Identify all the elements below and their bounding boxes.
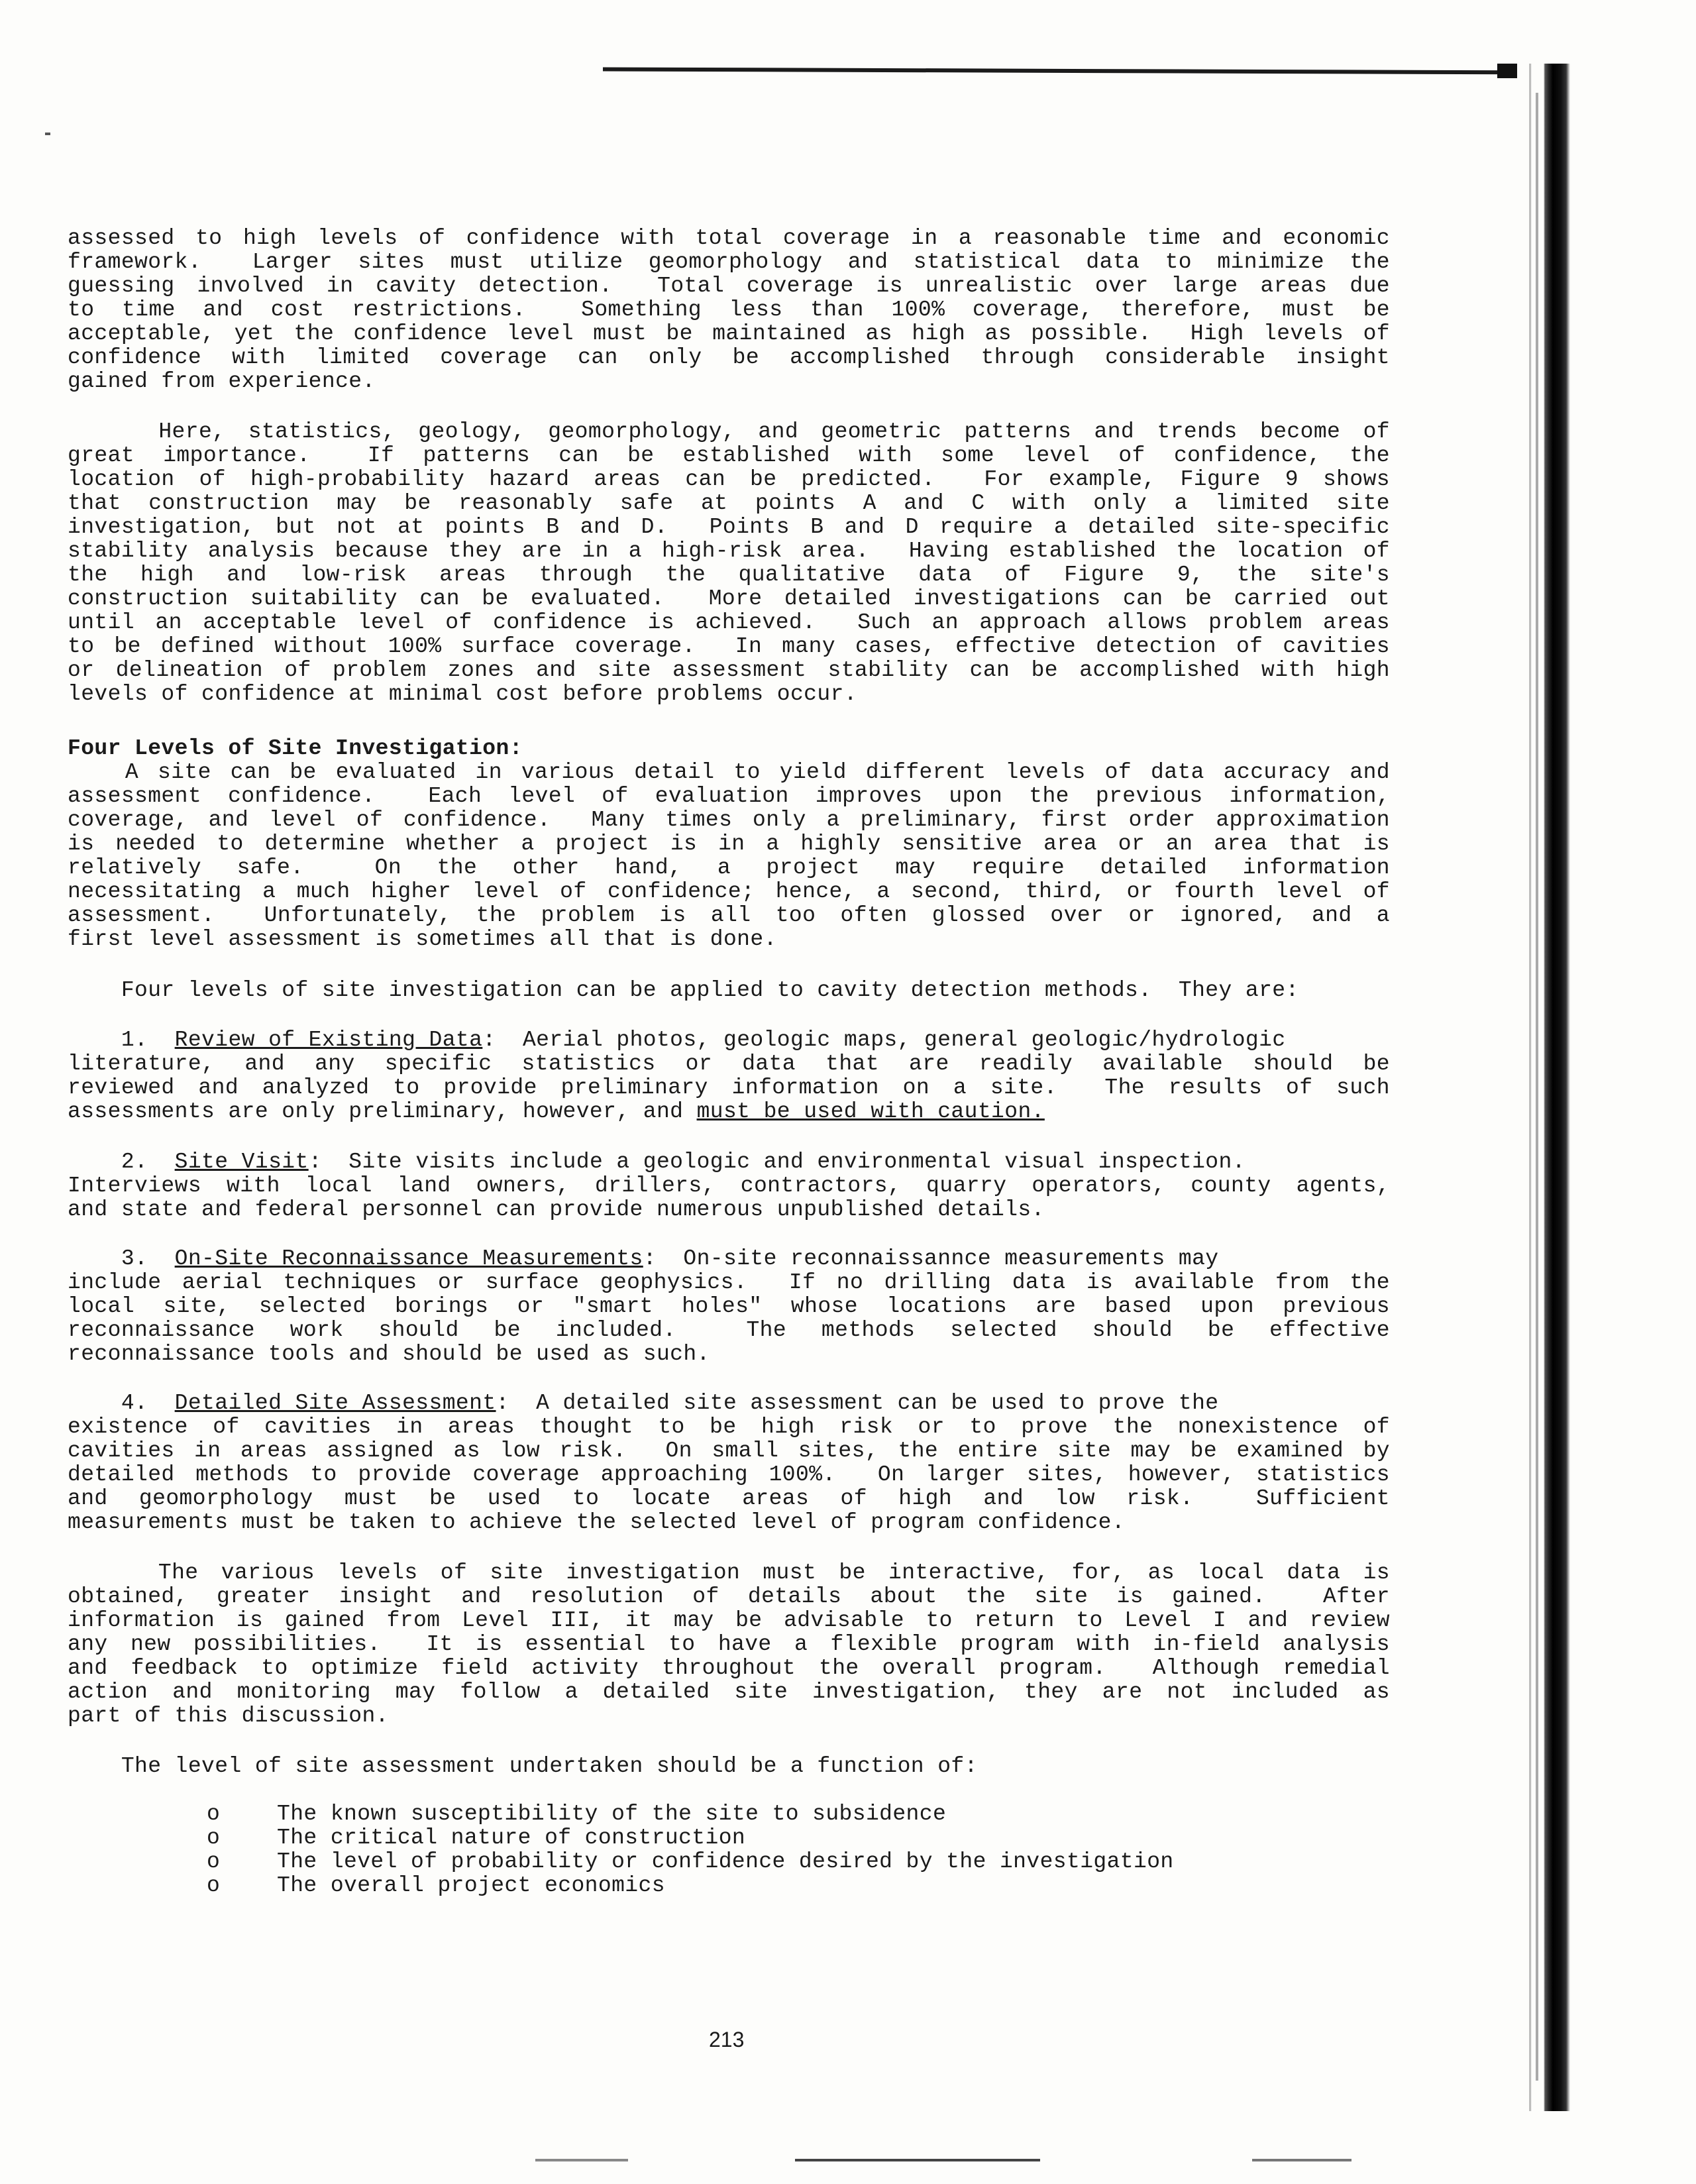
paragraph-1-line: to time and cost restrictions. Something less than 100% coverage, therefore, must be — [68, 298, 1390, 322]
level-1-last-line — [68, 1100, 1045, 1124]
bottom-scan-mark — [535, 2159, 628, 2161]
paragraph-1-line: confidence with limited coverage can only be accomplished through considerable insight — [68, 345, 1390, 370]
page-number: 213 — [709, 2028, 745, 2051]
paragraph-2-line: location of high-probability hazard areas can be predicted. For example, Figure 9 shows — [68, 467, 1390, 492]
paragraph-2-line: until an acceptable level of confidence is achieved. Such an approach allows problem areas — [68, 610, 1390, 635]
paragraph-3-line: is needed to determine whether a project is in a highly sensitive area or an area that is — [68, 832, 1390, 856]
bottom-scan-mark — [795, 2159, 1040, 2161]
level-3-first-line — [68, 1247, 1219, 1271]
level-text: : On-site reconnaissannce measurements may — [643, 1246, 1219, 1271]
paragraph-2-line: that construction may be reasonably safe at points A and C with only a limited site — [68, 491, 1390, 516]
paragraph-3-line: necessitating a much higher level of confidence; hence, a second, third, or fourth level of — [68, 879, 1390, 904]
level-number: 3. — [68, 1246, 175, 1271]
paragraph-4-line: part of this discussion. — [68, 1704, 389, 1728]
level-number: 4. — [68, 1391, 175, 1415]
bullet-item: The critical nature of construction — [277, 1826, 746, 1850]
paragraph-1-line: framework. Larger sites must utilize geomorphology and statistical data to minimize the — [68, 250, 1390, 274]
level-3-line: include aerial techniques or surface geophysics. If no drilling data is available from the — [68, 1270, 1390, 1295]
level-number: 1. — [68, 1028, 175, 1052]
level-3-line: reconnaissance work should be included. The methods selected should be effective — [68, 1318, 1390, 1342]
level-number: 2. — [68, 1150, 175, 1174]
bullet-item: The overall project economics — [277, 1873, 665, 1898]
paragraph-1-line: assessed to high levels of confidence with total coverage in a reasonable time and economic — [68, 226, 1390, 250]
bullet-marker: o — [207, 1826, 220, 1850]
bullet-marker: o — [207, 1802, 220, 1826]
levels-intro: Four levels of site investigation can be applied to cavity detection methods. They are: — [68, 978, 1299, 1003]
level-title: Site Visit — [174, 1150, 309, 1174]
caution-text: must be used with caution. — [696, 1099, 1045, 1124]
level-3-line: local site, selected borings or "smart holes" whose locations are based upon previous — [68, 1294, 1390, 1319]
paragraph-2-line: or delineation of problem zones and site assessment stability can be accomplished with high — [68, 658, 1390, 682]
paragraph-2-line: great importance. If patterns can be established with some level of confidence, the — [68, 443, 1390, 468]
paragraph-3-line: first level assessment is sometimes all that is done. — [68, 927, 777, 952]
level-4-line: and geomorphology must be used to locate areas of high and low risk. Sufficient — [68, 1486, 1390, 1511]
level-title: On-Site Reconnaissance Measurements — [174, 1246, 643, 1271]
paragraph-4-line: The various levels of site investigation must be interactive, for, as local data is — [68, 1560, 1390, 1585]
level-text: assessments are only preliminary, however, and — [68, 1099, 697, 1124]
level-text: : Aerial photos, geologic maps, general geologic/hydrologic — [482, 1028, 1286, 1052]
level-4-line: detailed methods to provide coverage approaching 100%. On larger sites, however, statistics — [68, 1462, 1390, 1487]
binding-shadow — [1517, 64, 1570, 2111]
paragraph-1-line: gained from experience. — [68, 369, 376, 394]
top-scan-rule — [603, 67, 1557, 74]
paragraph-2-line: the high and low-risk areas through the qualitative data of Figure 9, the site's — [68, 563, 1390, 587]
paragraph-2-line: levels of confidence at minimal cost before problems occur. — [68, 682, 857, 706]
paragraph-3-line: A site can be evaluated in various detail to yield different levels of data accuracy and — [68, 760, 1390, 785]
paragraph-1-line: acceptable, yet the confidence level must be maintained as high as possible. High levels of — [68, 321, 1390, 346]
bullet-item: The level of probability or confidence desired by the investigation — [277, 1849, 1174, 1874]
binding-line — [1536, 93, 1538, 2081]
paragraph-3-line: assessment confidence. Each level of evaluation improves upon the previous information, — [68, 784, 1390, 808]
paragraph-3-line: relatively safe. On the other hand, a project may require detailed information — [68, 855, 1390, 880]
paragraph-4-line: action and monitoring may follow a detailed site investigation, they are not included as — [68, 1680, 1390, 1704]
paragraph-4-line: information is gained from Level III, it may be advisable to return to Level I and review — [68, 1608, 1390, 1633]
level-2-line: Interviews with local land owners, drillers, contractors, quarry operators, county agents, — [68, 1174, 1390, 1198]
paragraph-3-line: assessment. Unfortunately, the problem is all too often glossed over or ignored, and a — [68, 903, 1390, 928]
scan-mark — [45, 133, 50, 135]
level-text: : A detailed site assessment can be used to prove the — [496, 1391, 1219, 1415]
level-3-line: reconnaissance tools and should be used as such. — [68, 1342, 710, 1366]
level-4-first-line — [68, 1392, 1219, 1415]
paragraph-4-line: any new possibilities. It is essential to have a flexible program with in-field analysis — [68, 1632, 1390, 1657]
function-intro: The level of site assessment undertaken should be a function of: — [68, 1754, 978, 1778]
bullet-marker: o — [207, 1849, 220, 1874]
level-4-line: measurements must be taken to achieve the selected level of program confidence. — [68, 1510, 1126, 1535]
paragraph-2-line: construction suitability can be evaluated. More detailed investigations can be carried out — [68, 586, 1390, 611]
paragraph-1-line: guessing involved in cavity detection. Total coverage is unrealistic over large areas due — [68, 274, 1390, 298]
bullet-marker: o — [207, 1873, 220, 1898]
paragraph-2-line: investigation, but not at points B and D. Points B and D require a detailed site-specific — [68, 515, 1390, 539]
paragraph-4-line: and feedback to optimize field activity throughout the overall program. Although remedial — [68, 1656, 1390, 1680]
level-2-first-line — [68, 1150, 1246, 1174]
level-1-line: reviewed and analyzed to provide preliminary information on a site. The results of such — [68, 1075, 1390, 1100]
bullet-item: The known susceptibility of the site to subsidence — [277, 1802, 947, 1826]
paragraph-2-line: stability analysis because they are in a high-risk area. Having established the location of — [68, 539, 1390, 563]
level-4-line: existence of cavities in areas thought to be high risk or to prove the nonexistence of — [68, 1415, 1390, 1439]
level-2-line: and state and federal personnel can provide numerous unpublished details. — [68, 1197, 1045, 1222]
level-text: : Site visits include a geologic and environmental visual inspection. — [308, 1150, 1246, 1174]
paragraph-4-line: obtained, greater insight and resolution of details about the site is gained. After — [68, 1584, 1390, 1609]
level-1-first-line — [68, 1028, 1286, 1052]
section-heading: Four Levels of Site Investigation: — [68, 736, 523, 761]
paragraph-3-line: coverage, and level of confidence. Many times only a preliminary, first order approximation — [68, 808, 1390, 832]
level-title: Review of Existing Data — [174, 1028, 483, 1052]
paragraph-2-line: Here, statistics, geology, geomorphology, and geometric patterns and trends become of — [68, 419, 1390, 444]
level-title: Detailed Site Assessment — [174, 1391, 496, 1415]
bottom-scan-mark — [1252, 2159, 1352, 2161]
paragraph-2-line: to be defined without 100% surface coverage. In many cases, effective detection of cavities — [68, 634, 1390, 659]
level-1-line: literature, and any specific statistics or data that are readily available should be — [68, 1052, 1390, 1076]
level-4-line: cavities in areas assigned as low risk. On small sites, the entire site may be examined by — [68, 1439, 1390, 1463]
